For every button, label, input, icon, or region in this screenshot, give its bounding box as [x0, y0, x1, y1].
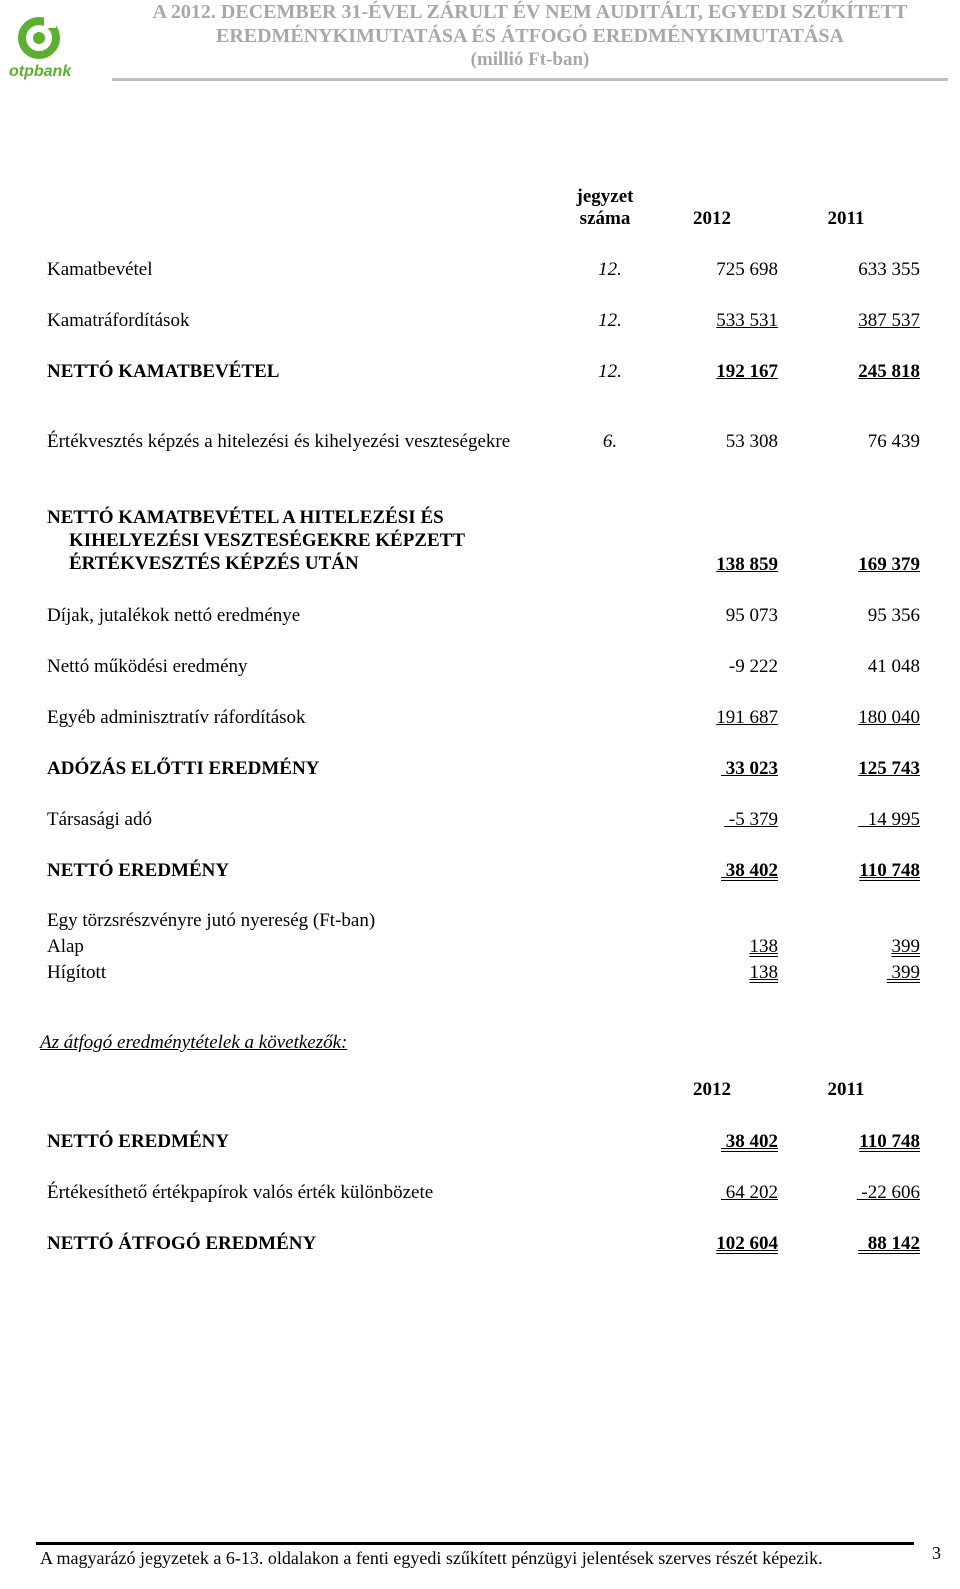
row-net-interest-after-impairment: 138 859 169 379 [716, 554, 920, 575]
header-divider [112, 78, 948, 81]
year-2011-header: 2011 [827, 208, 865, 229]
comprehensive-year-2011-header: 2011 [827, 1079, 865, 1100]
otpbank-logo-icon [6, 10, 78, 82]
comprehensive-year-2012-header: 2012 [693, 1079, 731, 1100]
report-header [112, 0, 948, 72]
row-eps-title: Egy törzsrészvényre jutó nyereség (Ft-ban) [47, 910, 376, 931]
row-profit-before-tax: ADÓZÁS ELŐTTI EREDMÉNY 33 023 125 743 [47, 758, 920, 779]
row-net-fees: Díjak, jutalékok nettó eredménye 95 073 95 356 [47, 605, 920, 626]
row-interest-expense: Kamatráfordítások 12. 533 531 387 537 [47, 310, 920, 331]
header-title-line2: EREDMÉNYKIMUTATÁSA ÉS ÁTFOGÓ EREDMÉNYKIMUTATÁSA [215, 25, 845, 47]
row-eps-basic: Alap 138 399 [47, 936, 920, 957]
footer-divider [36, 1542, 914, 1545]
row-other-admin-expenses: Egyéb adminisztratív ráfordítások 191 687 180 040 [47, 707, 920, 728]
row-interest-income: Kamatbevétel 12. 725 698 633 355 [47, 259, 920, 280]
footer-note: A magyarázó jegyzetek a 6-13. oldalakon a fenti egyedi szűkített pénzügyi jelentések szerves részét képezik. [40, 1548, 823, 1568]
comprehensive-section-title: Az átfogó eredménytételek a következők: [40, 1032, 348, 1053]
year-2012-header: 2012 [693, 208, 731, 229]
header-title-line1: A 2012. DECEMBER 31-ÉVEL ZÁRULT ÉV NEM AUDITÁLT, EGYEDI SZŰKÍTETT [152, 1, 908, 23]
page-number: 3 [932, 1543, 941, 1563]
row-net-operating-result: Nettó működési eredmény -9 222 41 048 [47, 656, 920, 677]
header-unit: (millió Ft-ban) [470, 49, 590, 70]
row-eps-diluted: Hígított 138 399 [47, 962, 920, 983]
note-column-header: jegyzet száma [576, 186, 634, 229]
row-net-profit: NETTÓ EREDMÉNY 38 402 110 748 [47, 860, 920, 881]
row-net-interest-income: NETTÓ KAMATBEVÉTEL 12. 192 167 245 818 [47, 361, 920, 382]
row-comprehensive-net-profit: NETTÓ EREDMÉNY 38 402 110 748 [47, 1131, 920, 1152]
row-corporate-tax: Társasági adó -5 379 14 995 [47, 809, 920, 830]
otpbank-logo [6, 10, 78, 82]
row-impairment-loss: Értékvesztés képzés a hitelezési és kihelyezési veszteségekre 6. 53 308 76 439 [47, 431, 920, 452]
row-net-comprehensive-income: NETTÓ ÁTFOGÓ EREDMÉNY 102 604 88 142 [47, 1233, 920, 1254]
row-fair-value-difference: Értékesíthető értékpapírok valós érték különbözete 64 202 -22 606 [47, 1182, 920, 1203]
row-net-interest-after-impairment-label: NETTÓ KAMATBEVÉTEL A HITELEZÉSI ÉS KIHELYEZÉSI VESZTESÉGEKRE KÉPZETT ÉRTÉKVESZTÉS KÉPZÉS UTÁN [47, 507, 466, 574]
logo-text: otpbank [9, 63, 72, 80]
